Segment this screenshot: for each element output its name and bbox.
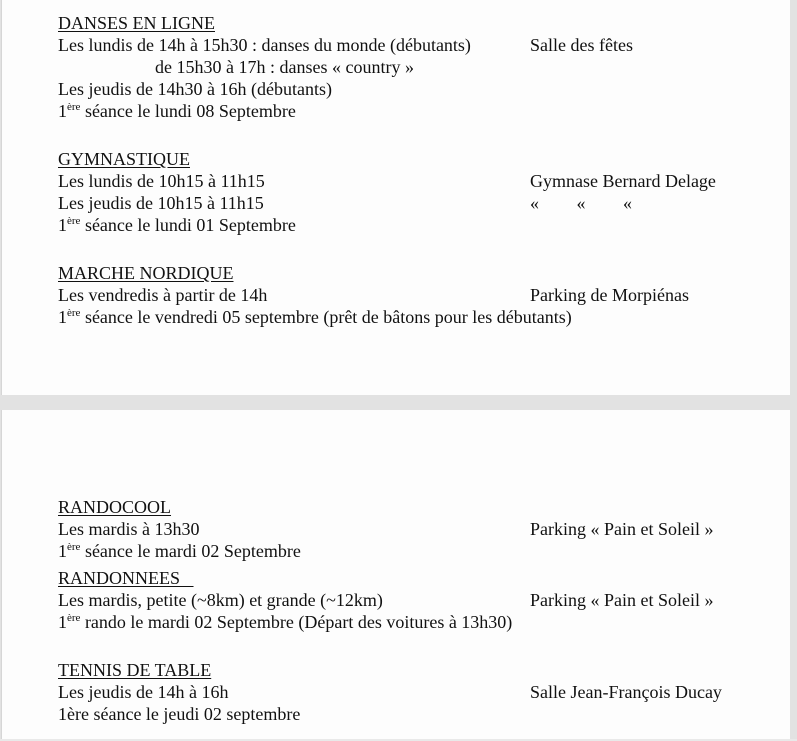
section-heading	[2, 497, 790, 519]
location-text: Salle des fêtes	[530, 35, 633, 55]
heading-text: MARCHE NORDIQUE	[58, 263, 234, 283]
line-text: rando le mardi 02 Septembre (Départ des voitures à 13h30)	[80, 612, 513, 632]
line-text: 1ère séance le jeudi 02 septembre	[58, 704, 301, 724]
line-text: Les jeudis de 14h à 16h	[58, 682, 229, 702]
section-danses-en-ligne	[2, 13, 790, 123]
ditto-marks: « « «	[530, 193, 632, 213]
location-text: Parking « Pain et Soleil »	[530, 519, 714, 539]
schedule-line	[2, 57, 790, 79]
ordinal-suffix: ère	[67, 101, 81, 113]
schedule-line	[2, 519, 790, 541]
heading-text: RANDONNEES	[58, 568, 194, 588]
location-text: Salle Jean-François Ducay	[530, 682, 722, 702]
location-text: Parking de Morpiénas	[530, 285, 689, 305]
section-randocool	[2, 497, 790, 563]
line-pre: 1	[58, 101, 67, 121]
ordinal-suffix: ère	[67, 307, 81, 319]
line-text: séance le lundi 01 Septembre	[80, 215, 296, 235]
page-2	[1, 410, 790, 741]
location-text: Parking « Pain et Soleil »	[530, 590, 714, 610]
schedule-line	[2, 193, 790, 215]
page-break	[0, 395, 797, 410]
ordinal-suffix: ère	[67, 612, 81, 624]
schedule-line	[2, 307, 790, 329]
line-text: Les lundis de 14h à 15h30 : danses du monde (débutants)	[58, 35, 471, 55]
schedule-line	[2, 590, 790, 612]
heading-text: TENNIS DE TABLE	[58, 660, 212, 680]
line-text: Les mardis à 13h30	[58, 519, 200, 539]
section-heading	[2, 149, 790, 171]
ordinal-suffix: ère	[67, 541, 81, 553]
line-pre: 1	[58, 541, 67, 561]
schedule-line	[2, 541, 790, 563]
section-randonnees	[2, 568, 790, 634]
heading-text: RANDOCOOL	[58, 497, 172, 517]
section-gymnastique	[2, 149, 790, 237]
section-heading	[2, 263, 790, 285]
schedule-line	[2, 612, 790, 634]
heading-text: DANSES EN LIGNE	[58, 13, 215, 33]
schedule-line	[2, 79, 790, 101]
line-text: de 15h30 à 17h : danses « country »	[155, 57, 414, 77]
page-1	[1, 0, 790, 395]
line-pre: 1	[58, 307, 67, 327]
heading-text: GYMNASTIQUE	[58, 149, 190, 169]
section-heading	[2, 660, 790, 682]
schedule-line	[2, 704, 790, 726]
line-text: séance le lundi 08 Septembre	[80, 101, 296, 121]
section-marche-nordique	[2, 263, 790, 329]
line-text: séance le mardi 02 Septembre	[80, 541, 301, 561]
location-text: Gymnase Bernard Delage	[530, 171, 716, 191]
line-text: séance le vendredi 05 septembre (prêt de bâtons pour les débutants)	[80, 307, 572, 327]
schedule-line	[2, 101, 790, 123]
line-text: Les lundis de 10h15 à 11h15	[58, 171, 265, 191]
section-heading	[2, 13, 790, 35]
line-text: Les vendredis à partir de 14h	[58, 285, 268, 305]
section-tennis-de-table	[2, 660, 790, 726]
line-pre: 1	[58, 612, 67, 632]
schedule-line	[2, 171, 790, 193]
line-text: Les jeudis de 10h15 à 11h15	[58, 193, 264, 213]
schedule-line	[2, 215, 790, 237]
schedule-line	[2, 285, 790, 307]
section-heading	[2, 568, 790, 590]
schedule-line	[2, 35, 790, 57]
line-text: Les mardis, petite (~8km) et grande (~12km)	[58, 590, 383, 610]
schedule-line	[2, 682, 790, 704]
line-text: Les jeudis de 14h30 à 16h (débutants)	[58, 79, 332, 99]
line-pre: 1	[58, 215, 67, 235]
ordinal-suffix: ère	[67, 215, 81, 227]
